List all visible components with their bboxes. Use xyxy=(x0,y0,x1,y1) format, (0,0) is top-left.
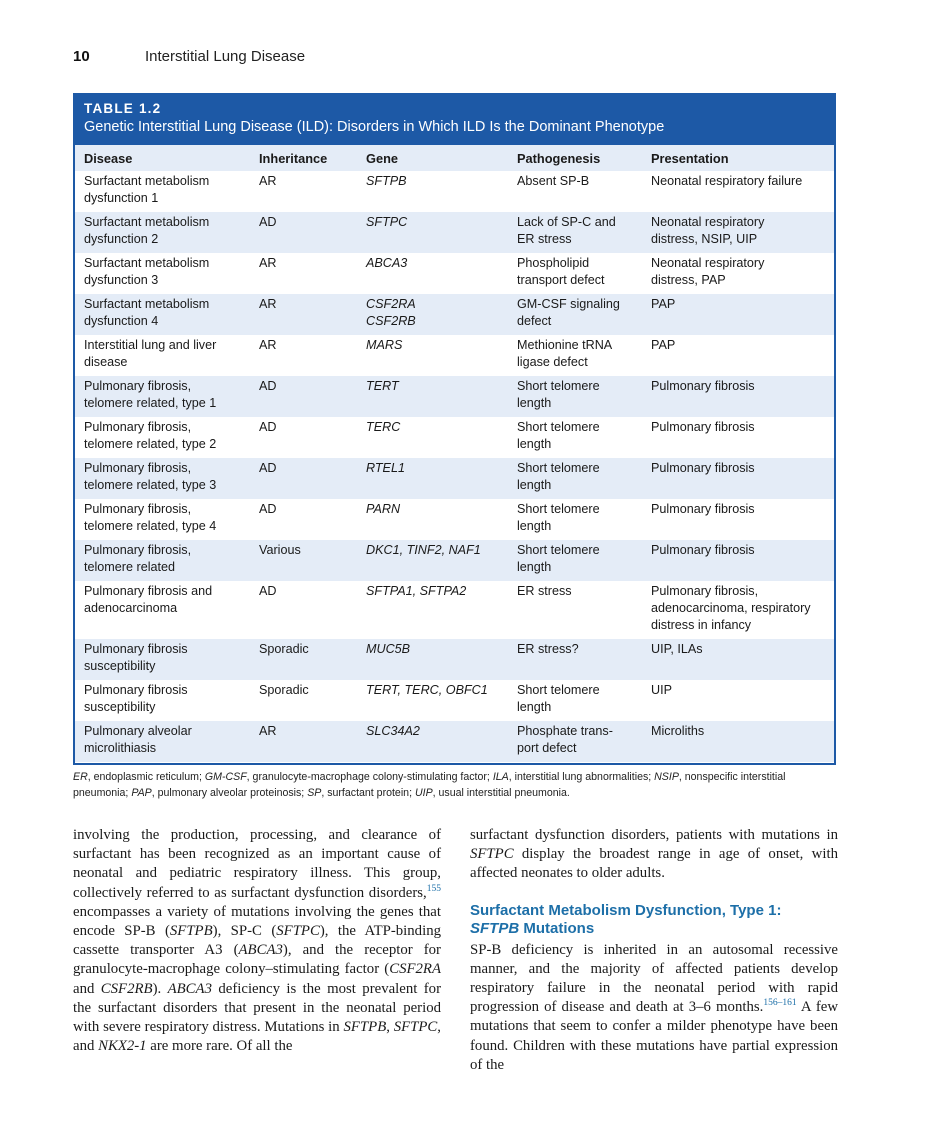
table-row xyxy=(75,680,834,721)
text-run: A few mutations that seem to confer a milder phenotype have been found. Children with these mutations have partial expression of the xyxy=(470,999,839,1073)
table-header-row xyxy=(75,145,834,171)
gene-name: SFTPC xyxy=(470,846,514,863)
text-run: SP-B deficiency is inherited in an autosomal recessive manner, and the majority of affected patients develop respiratory failure in the neonatal period with rapid progression of disease and death at 3–6 months. xyxy=(470,941,838,1016)
footnote-definition: , nonspecific interstitial pneumonia; xyxy=(73,771,786,799)
cell-pathogenesis: ER stress xyxy=(517,584,572,598)
text-run: involving the production, processing, and clearance of surfactant has been recognized as an important cause of neonatal and pediatric respiratory illness. This group, collectively referred to as surfactant dysfunction disorders, xyxy=(73,827,441,901)
cell-pathogenesis: Short telomere length xyxy=(517,683,600,714)
column-header-inheritance: Inheritance xyxy=(250,145,357,171)
body-column-right xyxy=(470,826,838,1075)
cell-disease: Surfactant metabolism dysfunction 3 xyxy=(84,256,210,287)
cell-presentation: Neonatal respiratory distress, NSIP, UIP xyxy=(642,212,834,253)
cell-gene: MUC5B xyxy=(357,639,508,680)
cell-presentation: Pulmonary fibrosis xyxy=(642,540,834,581)
text-run: , and xyxy=(73,1019,441,1055)
cell-gene: SLC34A2 xyxy=(357,721,508,762)
cell-pathogenesis: Short telomere length xyxy=(517,502,600,533)
text-run: ), the ATP-binding cassette transporter A3 ( xyxy=(73,923,441,959)
footnote-abbr: PAP xyxy=(131,787,152,799)
cell-pathogenesis: Short telomere length xyxy=(508,376,642,417)
cell-disease: Pulmonary alveolar microlithiasis xyxy=(75,721,250,762)
cell-gene: SFTPB xyxy=(366,174,407,188)
cell-pathogenesis: Short telomere length xyxy=(508,458,642,499)
citation-ref: 156–161 xyxy=(763,998,797,1009)
gene-name: ABCA3 xyxy=(238,942,283,959)
table-row xyxy=(75,376,834,417)
table-row xyxy=(75,335,834,376)
cell-inheritance: AD xyxy=(259,502,277,516)
text-run: , xyxy=(386,1019,394,1036)
text-run: surfactant dysfunction disorders, patients with mutations in xyxy=(470,827,838,843)
section-heading-suffix: Mutations xyxy=(519,919,595,937)
cell-disease: Pulmonary fibrosis susceptibility xyxy=(84,683,188,714)
table-header xyxy=(75,95,834,145)
body-paragraph xyxy=(73,826,441,1056)
cell-gene: RTEL1 xyxy=(357,458,508,499)
table-row xyxy=(75,721,834,762)
gene-name: NKX2-1 xyxy=(98,1038,147,1055)
cell-disease: Pulmonary fibrosis and adenocarcinoma xyxy=(84,584,213,615)
gene-name: SFTPC xyxy=(393,1019,438,1036)
table-row xyxy=(75,212,834,253)
table-row xyxy=(75,294,834,335)
cell-pathogenesis: Absent SP-B xyxy=(517,174,590,188)
cell-gene: MARS xyxy=(366,338,403,352)
text-run: deficiency is the most prevalent for the surfactant disorders that present in the neonatal period with severe respiratory distress. Mutations in xyxy=(73,980,441,1036)
cell-disease: Pulmonary fibrosis, telomere related, type 1 xyxy=(75,376,250,417)
cell-gene: SFTPA1, SFTPA2 xyxy=(366,584,467,598)
cell-disease: Surfactant metabolism dysfunction 2 xyxy=(75,212,250,253)
footnote-abbr: GM-CSF xyxy=(204,771,247,783)
cell-disease: Pulmonary fibrosis, telomere related xyxy=(75,540,250,581)
table-body xyxy=(75,171,834,762)
table-row xyxy=(75,417,834,458)
gene-name: SFTPC xyxy=(276,923,320,940)
cell-pathogenesis: Lack of SP-C and ER stress xyxy=(508,212,642,253)
column-header-disease: Disease xyxy=(75,145,250,171)
table-row xyxy=(75,540,834,581)
cell-inheritance: Sporadic xyxy=(250,639,357,680)
cell-gene: DKC1, TINF2, NAF1 xyxy=(357,540,508,581)
text-run: encompasses a variety of mutations involving the genes that encode SP-B ( xyxy=(73,903,441,940)
footnote-definition: , endoplasmic reticulum; xyxy=(87,771,205,783)
genetic-ild-table xyxy=(75,145,834,762)
table-box xyxy=(73,93,836,765)
footnote-definition: , pulmonary alveolar proteinosis; xyxy=(151,787,308,799)
cell-inheritance: Sporadic xyxy=(259,683,309,697)
cell-pathogenesis: Short telomere length xyxy=(517,420,600,451)
table-row xyxy=(75,639,834,680)
cell-presentation: Neonatal respiratory distress, PAP xyxy=(651,256,765,287)
cell-pathogenesis: Phosphate trans- port defect xyxy=(508,721,642,762)
body-paragraph xyxy=(470,941,838,1075)
cell-inheritance: AD xyxy=(250,458,357,499)
table-caption: Genetic Interstitial Lung Disease (ILD): Disorders in Which ILD Is the Dominant Phenotype xyxy=(84,119,665,135)
cell-presentation: PAP xyxy=(642,294,834,335)
cell-inheritance: Various xyxy=(250,540,357,581)
cell-gene: CSF2RA CSF2RB xyxy=(357,294,508,335)
table-footnote xyxy=(73,769,836,801)
cell-inheritance: AD xyxy=(250,212,357,253)
text-run: are more rare. Of all the xyxy=(146,1038,293,1055)
cell-inheritance: AR xyxy=(250,721,357,762)
cell-disease: Interstitial lung and liver disease xyxy=(84,338,217,369)
text-run: display the broadest range in age of onset, with affected neonates to older adults. xyxy=(470,846,838,882)
cell-presentation: Pulmonary fibrosis, adenocarcinoma, respiratory distress in infancy xyxy=(651,584,811,632)
gene-name: CSF2RB xyxy=(100,980,153,997)
cell-gene: PARN xyxy=(366,502,401,516)
cell-inheritance: AD xyxy=(259,584,277,598)
cell-gene: TERT xyxy=(357,376,508,417)
cell-disease: Pulmonary fibrosis susceptibility xyxy=(75,639,250,680)
cell-inheritance: AR xyxy=(250,294,357,335)
cell-disease: Pulmonary fibrosis, telomere related, type 4 xyxy=(84,502,217,533)
cell-inheritance: AR xyxy=(259,338,277,352)
cell-inheritance: AD xyxy=(259,420,277,434)
cell-gene: ABCA3 xyxy=(366,256,408,270)
footnote-definition: , usual interstitial pneumonia. xyxy=(432,787,570,799)
footnote-abbr: ER xyxy=(73,771,88,783)
text-run: ). xyxy=(152,980,168,997)
cell-gene: TERC xyxy=(366,420,401,434)
cell-inheritance: AR xyxy=(259,256,277,270)
section-heading-gene: SFTPB xyxy=(470,919,520,937)
text-run: and xyxy=(73,980,101,997)
cell-presentation: Pulmonary fibrosis xyxy=(651,502,755,516)
footnote-definition: , surfactant protein; xyxy=(321,787,415,799)
text-run: ), and the receptor for granulocyte-macrophage colony–stimulating factor ( xyxy=(73,942,441,978)
gene-name: CSF2RA xyxy=(389,961,441,978)
cell-presentation: Pulmonary fibrosis xyxy=(642,458,834,499)
cell-pathogenesis: ER stress? xyxy=(508,639,642,680)
cell-pathogenesis: Short telomere length xyxy=(508,540,642,581)
cell-pathogenesis: GM-CSF signaling defect xyxy=(508,294,642,335)
column-header-presentation: Presentation xyxy=(642,145,834,171)
cell-disease: Surfactant metabolism dysfunction 1 xyxy=(84,174,210,205)
table-row xyxy=(75,253,834,294)
gene-name: ABCA3 xyxy=(167,980,212,997)
section-heading xyxy=(470,902,838,938)
cell-presentation: Neonatal respiratory failure xyxy=(651,174,803,188)
footnote-abbr: SP xyxy=(307,787,322,799)
footnote-abbr: ILA xyxy=(492,771,509,783)
cell-inheritance: AR xyxy=(259,174,277,188)
citation-ref: 155 xyxy=(426,883,441,894)
table-row xyxy=(75,458,834,499)
text-run: ), SP-C ( xyxy=(212,923,277,940)
cell-pathogenesis: Methionine tRNA ligase defect xyxy=(517,338,613,369)
cell-gene: SFTPC xyxy=(357,212,508,253)
table-row xyxy=(75,499,834,540)
gene-name: SFTPB xyxy=(343,1019,387,1036)
cell-presentation: Pulmonary fibrosis xyxy=(642,376,834,417)
table-label: TABLE 1.2 xyxy=(84,101,162,116)
page-header xyxy=(73,48,305,68)
footnote-abbr: NSIP xyxy=(654,771,679,783)
page-number: 10 xyxy=(73,48,90,65)
table-row xyxy=(75,581,834,639)
section-heading-text: Surfactant Metabolism Dysfunction, Type 1: xyxy=(470,901,782,919)
cell-disease: Pulmonary fibrosis, telomere related, type 2 xyxy=(84,420,217,451)
running-title: Interstitial Lung Disease xyxy=(145,48,306,65)
cell-presentation: UIP, ILAs xyxy=(642,639,834,680)
cell-gene: TERT, TERC, OBFC1 xyxy=(366,683,488,697)
column-header-gene: Gene xyxy=(357,145,508,171)
cell-presentation: UIP xyxy=(651,683,672,697)
body-column-left xyxy=(73,826,441,1056)
footnote-abbr: UIP xyxy=(414,787,433,799)
footnote-definition: , interstitial lung abnormalities; xyxy=(508,771,655,783)
column-header-pathogenesis: Pathogenesis xyxy=(508,145,642,171)
table-row xyxy=(75,171,834,212)
cell-presentation: Microliths xyxy=(642,721,834,762)
cell-pathogenesis: Phospholipid transport defect xyxy=(517,256,605,287)
gene-name: SFTPB xyxy=(169,923,213,940)
cell-inheritance: AD xyxy=(250,376,357,417)
cell-presentation: PAP xyxy=(651,338,676,352)
cell-disease: Surfactant metabolism dysfunction 4 xyxy=(75,294,250,335)
footnote-definition: , granulocyte-macrophage colony-stimulating factor; xyxy=(246,771,493,783)
cell-disease: Pulmonary fibrosis, telomere related, type 3 xyxy=(75,458,250,499)
body-paragraph xyxy=(470,826,838,884)
cell-presentation: Pulmonary fibrosis xyxy=(651,420,755,434)
